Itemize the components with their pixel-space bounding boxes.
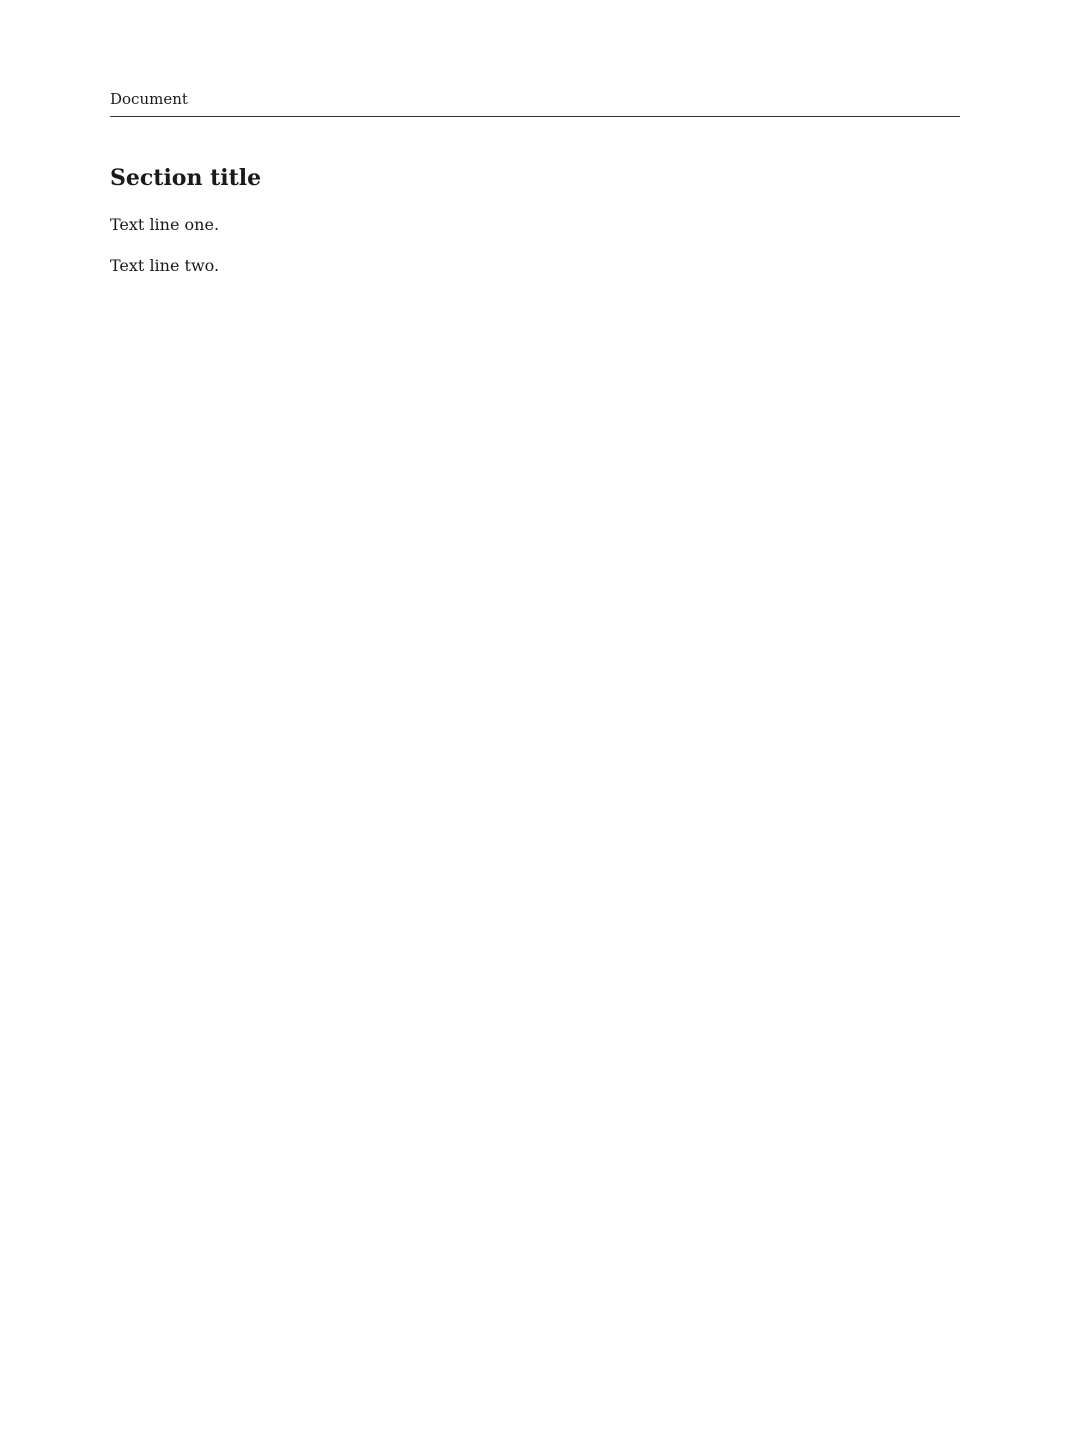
paragraph: Text line two. [110, 256, 220, 276]
paragraph: Text line one. [110, 215, 220, 234]
running-header: Document [110, 90, 960, 117]
section-heading: Section title [110, 165, 262, 191]
